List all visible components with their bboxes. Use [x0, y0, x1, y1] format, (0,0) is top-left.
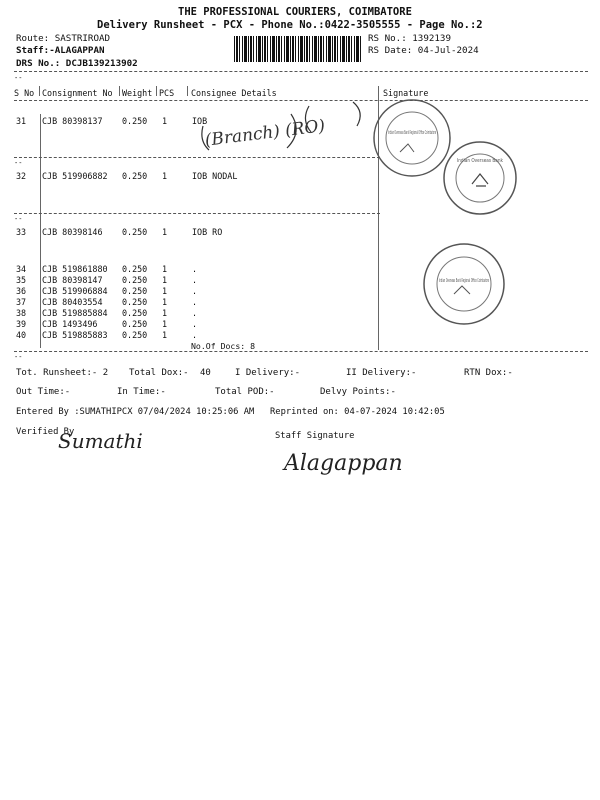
col-weight: Weight [122, 88, 153, 98]
table-row [0, 319, 600, 330]
rs-number: RS No.: 1392139 [368, 33, 451, 44]
tot-runsheet: Tot. Runsheet:- 2 [16, 368, 109, 378]
row-pcs: 1 [162, 308, 168, 318]
stamp-2-text: Indian Overseas Bank [457, 158, 504, 164]
row-weight: 0.250 [122, 319, 148, 329]
row-weight: 0.250 [122, 264, 148, 274]
col-sep [156, 86, 157, 96]
row-pcs: 1 [162, 116, 168, 126]
divider-marks: -- [14, 353, 23, 361]
row-sno: 39 [16, 319, 27, 329]
delvy-points: Delvy Points:- [320, 387, 396, 397]
table-row [0, 275, 600, 286]
row-details: . [192, 275, 198, 285]
divider-marks: -- [14, 74, 23, 82]
staff-signature [280, 440, 430, 484]
row-sno: 35 [16, 275, 27, 285]
row-pcs: 1 [162, 297, 168, 307]
staff-label: Staff:-ALAGAPPAN [16, 45, 105, 56]
table-row [0, 297, 600, 308]
col-sno: S No [14, 88, 35, 98]
verified-signature-text: Sumathi [58, 429, 143, 453]
row-consignment: CJB 519885884 [42, 308, 108, 318]
row-consignment: CJB 519906884 [42, 286, 108, 296]
row-details: . [192, 308, 198, 318]
divider [14, 71, 588, 72]
row-consignment: CJB 519906882 [42, 171, 108, 181]
row-details: . [192, 286, 198, 296]
row-sno: 40 [16, 330, 27, 340]
row-sno: 36 [16, 286, 27, 296]
row-details: . [192, 297, 198, 307]
total-pod: Total POD:- [215, 387, 275, 397]
ii-delivery: II Delivery:- [346, 368, 417, 378]
row-pcs: 1 [162, 171, 168, 181]
table-row [0, 286, 600, 297]
row-pcs: 1 [162, 330, 168, 340]
row-sno: 38 [16, 308, 27, 318]
row-pcs: 1 [162, 227, 168, 237]
row-consignment: CJB 80398146 [42, 227, 103, 237]
divider [14, 213, 380, 214]
divider-marks: -- [14, 215, 23, 223]
row-details: . [192, 330, 198, 340]
row-weight: 0.250 [122, 275, 148, 285]
row-consignment: CJB 519861880 [42, 264, 108, 274]
stamp-1-text: Indian Overseas Bank Regional Office Coimbatore [388, 130, 436, 136]
handwritten-note-text: (Branch) (RO) [203, 116, 327, 151]
total-dox-label: Total Dox:- [129, 368, 189, 378]
col-pcs: PCS [159, 88, 175, 98]
row-weight: 0.250 [122, 297, 148, 307]
table-row [0, 330, 600, 341]
company-title: THE PROFESSIONAL COURIERS, COIMBATORE [178, 6, 412, 18]
table-row [0, 264, 600, 275]
row-details: IOB NODAL [192, 171, 238, 181]
col-sep [39, 86, 40, 96]
reprinted-on: Reprinted on: 04-07-2024 10:42:05 [270, 407, 445, 417]
row-details: IOB RO [192, 227, 223, 237]
row-consignment: CJB 1493496 [42, 319, 98, 329]
row-weight: 0.250 [122, 286, 148, 296]
total-dox-value: 40 [200, 368, 211, 378]
route-label: Route: SASTRIROAD [16, 33, 111, 44]
col-sep [187, 86, 188, 96]
handwritten-note [195, 96, 375, 158]
bank-stamp-3 [420, 240, 508, 328]
row-pcs: 1 [162, 275, 168, 285]
staff-signature-text: Alagappan [284, 451, 403, 476]
staff-signature-label: Staff Signature [275, 431, 355, 441]
table-row [0, 308, 600, 319]
row-details: . [192, 264, 198, 274]
in-time: In Time:- [117, 387, 166, 397]
divider-marks: -- [14, 159, 23, 167]
entered-by: Entered By :SUMATHIPCX 07/04/2024 10:25:06 AM [16, 407, 255, 417]
row-sno: 31 [16, 116, 27, 126]
row-pcs: 1 [162, 264, 168, 274]
barcode-image [234, 36, 362, 62]
row-sno: 32 [16, 171, 27, 181]
col-details: Consignee Details [191, 88, 277, 98]
row-details: IOB [192, 116, 208, 126]
bank-stamp-2 [440, 138, 520, 218]
runsheet-subtitle: Delivery Runsheet - PCX - Phone No.:0422-3505555 - Page No.:2 [97, 19, 483, 31]
rtn-dox: RTN Dox:- [464, 368, 513, 378]
row-pcs: 1 [162, 319, 168, 329]
col-signature: Signature [383, 88, 429, 98]
rs-date: RS Date: 04-Jul-2024 [368, 45, 479, 56]
row-weight: 0.250 [122, 116, 148, 126]
verified-by-label: Verified By [16, 427, 75, 437]
row-pcs: 1 [162, 286, 168, 296]
verified-signature [52, 420, 162, 460]
row-sno: 34 [16, 264, 27, 274]
out-time: Out Time:- [16, 387, 71, 397]
docs-count: No.Of Docs: 8 [191, 341, 256, 351]
row-weight: 0.250 [122, 227, 148, 237]
row-weight: 0.250 [122, 308, 148, 318]
row-consignment: CJB 519885883 [42, 330, 108, 340]
col-consignment: Consignment No [42, 88, 113, 98]
drs-number: DRS No.: DCJB139213902 [16, 58, 138, 69]
row-weight: 0.250 [122, 330, 148, 340]
row-consignment: CJB 80403554 [42, 297, 103, 307]
row-sno: 37 [16, 297, 27, 307]
row-weight: 0.250 [122, 171, 148, 181]
col-sep [119, 86, 120, 96]
row-consignment: CJB 80398137 [42, 116, 103, 126]
divider [14, 351, 588, 352]
row-sno: 33 [16, 227, 27, 237]
row-consignment: CJB 80398147 [42, 275, 103, 285]
stamp-3-text: Indian Overseas Bank Regional Office Coimbatore [439, 278, 489, 284]
table-row [0, 227, 600, 238]
row-details: . [192, 319, 198, 329]
i-delivery: I Delivery:- [235, 368, 301, 378]
